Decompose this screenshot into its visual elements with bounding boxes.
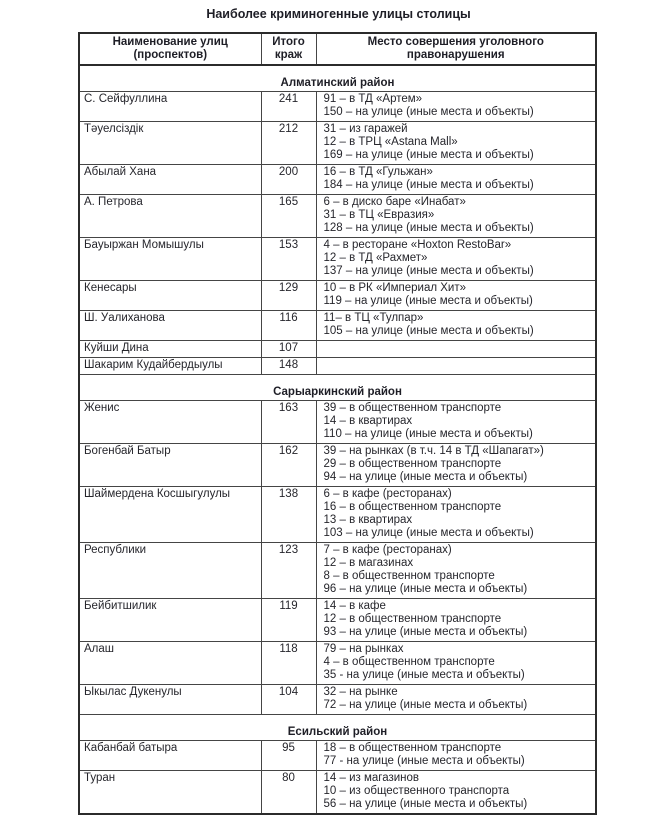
place-line: 91 – в ТД «Артем» bbox=[323, 93, 423, 105]
header-row bbox=[79, 33, 596, 65]
crime-places-cell bbox=[316, 311, 596, 341]
place-line: 16 – в общественном транспорте bbox=[323, 501, 502, 513]
place-line: 4 – в общественном транспорте bbox=[323, 656, 495, 668]
total-thefts-cell: 200 bbox=[261, 165, 316, 195]
table-row bbox=[79, 358, 596, 375]
section-header-row bbox=[79, 375, 596, 401]
total-thefts-cell: 163 bbox=[261, 401, 316, 444]
header-street-names: Наименование улиц (проспектов) bbox=[79, 33, 261, 65]
place-line: 14 – из магазинов bbox=[323, 772, 420, 784]
page-title: Наиболее криминогенные улицы столицы bbox=[206, 7, 471, 21]
crime-places-cell bbox=[316, 444, 596, 487]
place-line: 6 – в диско баре «Инабат» bbox=[323, 196, 466, 208]
place-line: 7 – в кафе (ресторанах) bbox=[323, 544, 452, 556]
crime-places-cell bbox=[316, 281, 596, 311]
crime-places-cell bbox=[316, 487, 596, 543]
place-line: 72 – на улице (иные места и объекты) bbox=[323, 699, 528, 711]
place-line: 16 – в ТД «Гульжан» bbox=[323, 166, 433, 178]
place-line: 35 - на улице (иные места и объекты) bbox=[323, 669, 525, 681]
street-name-cell: Ш. Уалиханова bbox=[79, 311, 261, 341]
total-thefts-cell: 107 bbox=[261, 341, 316, 358]
table-row bbox=[79, 122, 596, 165]
crime-places-cell bbox=[316, 543, 596, 599]
crime-places-cell bbox=[316, 599, 596, 642]
street-name-cell: А. Петрова bbox=[79, 195, 261, 238]
street-name-cell: Абылай Хана bbox=[79, 165, 261, 195]
table-row bbox=[79, 642, 596, 685]
street-name-cell: Ыкылас Дукенулы bbox=[79, 685, 261, 715]
total-thefts-cell: 104 bbox=[261, 685, 316, 715]
section-header-row bbox=[79, 715, 596, 741]
table-row bbox=[79, 599, 596, 642]
place-line: 94 – на улице (иные места и объекты) bbox=[323, 471, 528, 483]
table-row bbox=[79, 487, 596, 543]
place-line: 150 – на улице (иные места и объекты) bbox=[323, 106, 534, 118]
table-row bbox=[79, 165, 596, 195]
crime-streets-table bbox=[78, 32, 597, 815]
street-name-cell: Кабанбай батыра bbox=[79, 741, 261, 771]
place-line: 10 – в РК «Империал Хит» bbox=[323, 282, 467, 294]
place-line: 6 – в кафе (ресторанах) bbox=[323, 488, 452, 500]
place-line: 14 – в кафе bbox=[323, 600, 386, 612]
crime-places-cell bbox=[316, 92, 596, 122]
street-name-cell: Бауыржан Момышулы bbox=[79, 238, 261, 281]
crime-places-cell bbox=[316, 771, 596, 815]
street-name-cell: С. Сейфуллина bbox=[79, 92, 261, 122]
header-total-thefts: Итого краж bbox=[261, 33, 316, 65]
street-name-cell: Богенбай Батыр bbox=[79, 444, 261, 487]
place-line: 10 – из общественного транспорта bbox=[323, 785, 510, 797]
street-name-cell: Республики bbox=[79, 543, 261, 599]
table-header bbox=[79, 33, 596, 65]
place-line: 79 – на рынках bbox=[323, 643, 404, 655]
place-line: 39 – в общественном транспорте bbox=[323, 402, 502, 414]
place-line: 119 – на улице (иные места и объекты) bbox=[323, 295, 533, 307]
total-thefts-cell: 95 bbox=[261, 741, 316, 771]
table-row bbox=[79, 238, 596, 281]
place-line: 32 – на рынке bbox=[323, 686, 398, 698]
place-line: 12 – в ТРЦ «Astana Mall» bbox=[323, 136, 458, 148]
table-row bbox=[79, 195, 596, 238]
table-row bbox=[79, 685, 596, 715]
total-thefts-cell: 118 bbox=[261, 642, 316, 685]
crime-places-cell bbox=[316, 685, 596, 715]
section-header-row bbox=[79, 65, 596, 92]
place-line: 14 – в квартирах bbox=[323, 415, 413, 427]
place-line: 4 – в ресторане «Hoxton RestoBar» bbox=[323, 239, 512, 251]
place-line: 169 – на улице (иные места и объекты) bbox=[323, 149, 534, 161]
street-name-cell: Туран bbox=[79, 771, 261, 815]
total-thefts-cell: 165 bbox=[261, 195, 316, 238]
street-name-cell: Алаш bbox=[79, 642, 261, 685]
table-row bbox=[79, 401, 596, 444]
total-thefts-cell: 241 bbox=[261, 92, 316, 122]
place-line: 31 – в ТЦ «Евразия» bbox=[323, 209, 435, 221]
table-row bbox=[79, 341, 596, 358]
crime-places-cell bbox=[316, 165, 596, 195]
crime-places-cell bbox=[316, 195, 596, 238]
total-thefts-cell: 119 bbox=[261, 599, 316, 642]
place-line: 12 – в ТД «Рахмет» bbox=[323, 252, 428, 264]
street-name-cell: Женис bbox=[79, 401, 261, 444]
street-name-cell: Бейбитшилик bbox=[79, 599, 261, 642]
total-thefts-cell: 138 bbox=[261, 487, 316, 543]
place-line: 11– в ТЦ «Тулпар» bbox=[323, 312, 424, 324]
total-thefts-cell: 148 bbox=[261, 358, 316, 375]
section-title: Есильский район bbox=[79, 715, 596, 741]
header-crime-place: Место совершения уголовного правонарушения bbox=[316, 33, 596, 65]
place-line: 77 - на улице (иные места и объекты) bbox=[323, 755, 525, 767]
section-title: Алматинский район bbox=[79, 65, 596, 92]
place-line: 96 – на улице (иные места и объекты) bbox=[323, 583, 528, 595]
place-line: 31 – из гаражей bbox=[323, 123, 408, 135]
place-line: 18 – в общественном транспорте bbox=[323, 742, 502, 754]
street-name-cell: Шаймердена Косшыгулулы bbox=[79, 487, 261, 543]
total-thefts-cell: 162 bbox=[261, 444, 316, 487]
street-name-cell: Шакарим Кудайбердыулы bbox=[79, 358, 261, 375]
crime-places-cell bbox=[316, 401, 596, 444]
table-body bbox=[79, 65, 596, 814]
place-line: 12 – в общественном транспорте bbox=[323, 613, 502, 625]
street-name-cell: Тәуелсіздік bbox=[79, 122, 261, 165]
place-line: 128 – на улице (иные места и объекты) bbox=[323, 222, 534, 234]
street-name-cell: Куйши Дина bbox=[79, 341, 261, 358]
crime-places-cell bbox=[316, 741, 596, 771]
table-row bbox=[79, 543, 596, 599]
place-line: 110 – на улице (иные места и объекты) bbox=[323, 428, 533, 440]
table-row bbox=[79, 311, 596, 341]
place-line: 105 – на улице (иные места и объекты) bbox=[323, 325, 534, 337]
table-row bbox=[79, 92, 596, 122]
crime-places-cell bbox=[316, 642, 596, 685]
crime-places-cell bbox=[316, 358, 596, 375]
crime-places-cell bbox=[316, 238, 596, 281]
place-line: 39 – на рынках (в т.ч. 14 в ТД «Шапагат») bbox=[323, 445, 544, 457]
total-thefts-cell: 212 bbox=[261, 122, 316, 165]
total-thefts-cell: 123 bbox=[261, 543, 316, 599]
table-row bbox=[79, 741, 596, 771]
section-title: Сарыаркинский район bbox=[79, 375, 596, 401]
place-line: 137 – на улице (иные места и объекты) bbox=[323, 265, 534, 277]
total-thefts-cell: 153 bbox=[261, 238, 316, 281]
place-line: 103 – на улице (иные места и объекты) bbox=[323, 527, 534, 539]
street-name-cell: Кенесары bbox=[79, 281, 261, 311]
crime-places-cell bbox=[316, 122, 596, 165]
place-line: 56 – на улице (иные места и объекты) bbox=[323, 798, 528, 810]
place-line: 12 – в магазинах bbox=[323, 557, 414, 569]
crime-places-cell bbox=[316, 341, 596, 358]
place-line: 13 – в квартирах bbox=[323, 514, 413, 526]
place-line: 29 – в общественном транспорте bbox=[323, 458, 502, 470]
total-thefts-cell: 80 bbox=[261, 771, 316, 815]
total-thefts-cell: 116 bbox=[261, 311, 316, 341]
place-line: 184 – на улице (иные места и объекты) bbox=[323, 179, 534, 191]
table-row bbox=[79, 444, 596, 487]
place-line: 93 – на улице (иные места и объекты) bbox=[323, 626, 528, 638]
table-row bbox=[79, 771, 596, 815]
table-row bbox=[79, 281, 596, 311]
place-line: 8 – в общественном транспорте bbox=[323, 570, 495, 582]
total-thefts-cell: 129 bbox=[261, 281, 316, 311]
